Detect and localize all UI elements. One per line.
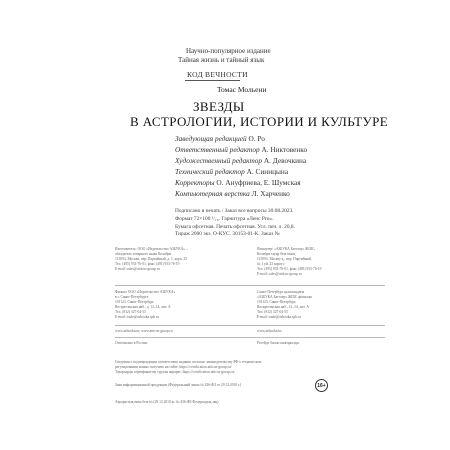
footer-line: Тауарларды сертификаттау туралы ақпарат: https://certification.atticus-group.ru/ — [115, 369, 235, 374]
publisher-line: Тел. (495) 933-76-01, факс (495) 933-76-19 — [115, 261, 180, 266]
publisher-line: 115093, Москва, пер. Партийный, д. 1, корп. 25 — [115, 256, 188, 261]
publisher-address-left — [115, 247, 188, 272]
publisher-line: Санкт-Петербург қаласындағы — [257, 290, 305, 294]
edition-type: Научно-популярное издание — [186, 47, 271, 55]
publisher-line: Тел. (495) 933-76-01, факс (495) 933-76-19 — [257, 266, 322, 271]
publisher-line: Импортер: «АЗБУКА Баттлер» ЖШС, — [257, 247, 316, 251]
series-name: КОД ВЕЧНОСТИ — [187, 70, 248, 79]
print-info — [175, 208, 375, 239]
credit-line: Технический редактор А. Синицына — [175, 167, 289, 176]
publisher-line: «АЗБУКА Баттлер» ЖШС филиалы — [257, 294, 312, 299]
printed-in: Отпечатано в России. — [115, 341, 149, 345]
credits-list — [175, 133, 365, 199]
print-line: Подписано в печать / Заказ все вопросы 30.08.2023. — [175, 208, 294, 214]
print-line: Бумага офсетная. Печать офсетная. Усл. печ. л. 20,8. — [175, 223, 295, 230]
divider — [185, 80, 240, 81]
publisher-line: Филиал ООО «Издательство АЗБУКА» — [115, 290, 176, 294]
print-line: Тираж 2000 экз. О-КУС. 30153-01-К. Заказ № — [175, 231, 280, 238]
credit-line: Ответственный редактор А. Никтовенко — [175, 145, 308, 154]
publisher-line: 115093, Мәскеу қ., пер. Партийный, — [257, 256, 312, 261]
divider — [115, 325, 385, 326]
branch-address-left — [115, 290, 175, 319]
divider — [115, 337, 385, 338]
printed-in-kz: Ресейде басып шығарылды. — [257, 341, 300, 345]
publisher-line: E-mail: sales@atticus-group.ru — [115, 266, 160, 271]
footer-line: Знак информационной продукции (Федеральный закон № 436-ФЗ от 29.12.2010 г.) — [115, 382, 242, 387]
publisher-line: Изготовитель: ООО «Издательство АЗБУКА» – — [115, 247, 188, 251]
importer-site: www.azbooka.kz — [257, 329, 282, 333]
divider — [115, 285, 385, 286]
publisher-line: обладатель товарного знака Колибри — [115, 251, 172, 256]
publisher-site: www.azbooka.ru; www.atticus-group.ru — [115, 329, 173, 333]
publisher-line: Воскресенская наб., д. 12–14, лит. А — [115, 304, 171, 309]
publisher-line: E-mail: sales@atticus-group.ru — [257, 271, 302, 276]
footer-line: Сведения о подтверждении соответствия издания согласно законодательству РФ о техническом — [115, 360, 262, 364]
credit-line: Компьютерная верстка Л. Харченко — [175, 189, 290, 198]
branch-address-right — [257, 290, 312, 319]
publisher-line: 191123, Санкт-Петербург, — [257, 299, 297, 304]
edition-subtitle: Тайная жизнь и тайный язык — [178, 56, 265, 64]
publisher-line: E-mail: trade@azbooka.spb.ru — [257, 314, 301, 319]
publisher-address-right — [257, 247, 321, 276]
book-subtitle: В АСТРОЛОГИИ, ИСТОРИИ И КУЛЬТУРЕ — [130, 114, 389, 129]
age-rating-badge: 16+ — [315, 379, 328, 392]
footer-line: Ақпараттық өнім белгісі (29.12.2010 ж. № 436-ФЗ Федералдық заң) — [115, 400, 219, 404]
publisher-line: E-mail: trade@azbooka.spb.ru — [115, 314, 159, 319]
publisher-line: 191123, Санкт-Петербург, — [115, 299, 155, 304]
print-line: Формат 72×100 ¹/₁₆. Гарнитура «Ленс Pro». — [175, 215, 274, 222]
publisher-line: в г. Санкт-Петербурге — [115, 294, 149, 299]
publisher-line: Воскресенская наб., 12–14, лит. А — [257, 304, 309, 309]
publisher-line: Тел. (812) 327-04-55 — [257, 309, 288, 314]
publisher-line: Тел. (812) 327-04-55 — [115, 309, 146, 314]
footer-line: регулировании можно получить на сайте: https://certification.atticus-group.ru/ — [115, 364, 232, 369]
author-name: Томас Мольени — [217, 85, 267, 94]
book-title: ЗВЕЗДЫ — [193, 99, 245, 114]
credit-line: Художественный редактор А. Девочкина — [175, 156, 307, 165]
publisher-line: Колибри тауар белгісінің — [257, 251, 296, 256]
certification-info — [115, 360, 385, 388]
credit-line: Корректоры О. Ануфриева, Е. Шумская — [175, 178, 301, 187]
bottom-info — [115, 400, 218, 405]
publisher-line: № 1 үй, 25 корпус — [257, 261, 285, 266]
credit-line: Заведующая редакцией О. Ро — [175, 134, 265, 143]
